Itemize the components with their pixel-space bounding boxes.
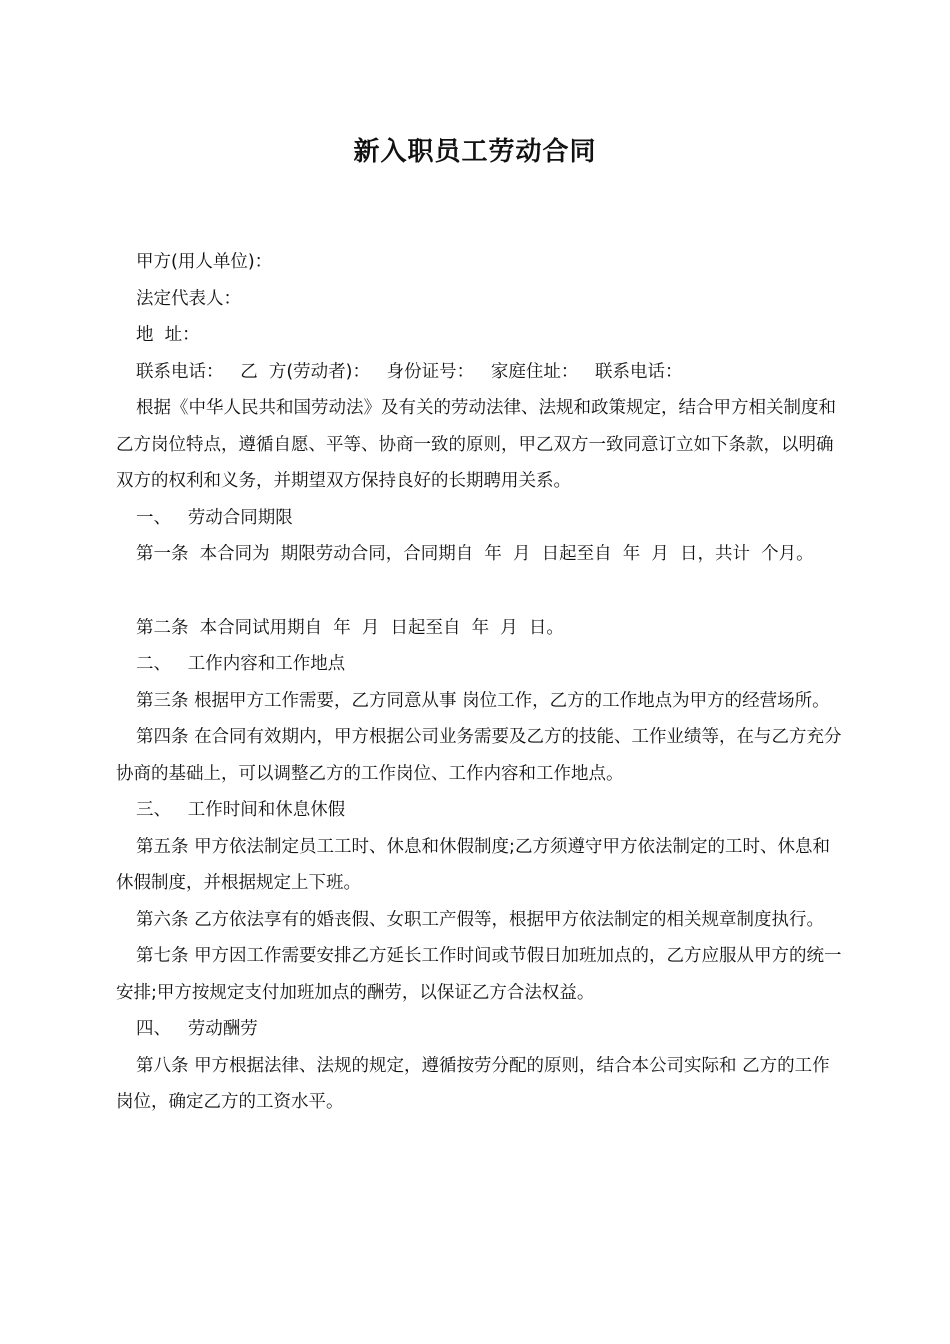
document-title: 新入职员工劳动合同 — [353, 137, 597, 167]
address-line: 地 址： — [136, 325, 200, 345]
legal-representative-line: 法定代表人： — [136, 288, 241, 309]
contact-line: 联系电话： 乙 方(劳动者)： 身份证号： 家庭住址： 联系电话： — [136, 361, 683, 382]
section-heading: 二、 工作内容和工作地点 — [136, 654, 346, 674]
section-heading: 三、 工作时间和休息休假 — [136, 800, 346, 820]
section-heading: 四、 劳动酬劳 — [136, 1019, 258, 1039]
clause-5: 第五条 甲方依法制定员工工时、休息和休假制度;乙方须遵守甲方依法制定的工时、休息和休假制度，并根据规定上下班。 — [116, 836, 830, 893]
clause-8: 第八条 甲方根据法律、法规的规定，遵循按劳分配的原则，结合本公司实际和 乙方的工作岗位，确定乙方的工资水平。 — [116, 1055, 830, 1112]
document-body — [116, 244, 844, 1121]
clause-3: 第三条 根据甲方工作需要，乙方同意从事 岗位工作，乙方的工作地点为甲方的经营场所。 — [136, 690, 830, 711]
party-a-line: 甲方(用人单位)： — [136, 252, 273, 272]
blank-spacer — [116, 573, 844, 610]
clause-1: 第一条 本合同为 期限劳动合同，合同期自 年 月 日起至自 年 月 日，共计 个月。 — [136, 544, 814, 564]
clause-4: 第四条 在合同有效期内，甲方根据公司业务需要及乙方的技能、工作业绩等，在与乙方充分协商的基础上，可以调整乙方的工作岗位、工作内容和工作地点。 — [116, 727, 842, 784]
clause-6: 第六条 乙方依法享有的婚丧假、女职工产假等，根据甲方依法制定的相关规章制度执行。 — [136, 909, 825, 930]
preamble-paragraph: 根据《中华人民共和国劳动法》及有关的劳动法律、法规和政策规定，结合甲方相关制度和乙方岗位特点，遵循自愿、平等、协商一致的原则，甲乙双方一致同意订立如下条款，以明确双方的权利和义务，并期望双方保持良好的长期聘用关系。 — [116, 398, 836, 491]
clause-7: 第七条 甲方因工作需要安排乙方延长工作时间或节假日加班加点的，乙方应服从甲方的统一安排;甲方按规定支付加班加点的酬劳，以保证乙方合法权益。 — [116, 946, 842, 1003]
clause-2: 第二条 本合同试用期自 年 月 日起至自 年 月 日。 — [136, 617, 564, 638]
section-heading: 一、 劳动合同期限 — [136, 507, 293, 528]
